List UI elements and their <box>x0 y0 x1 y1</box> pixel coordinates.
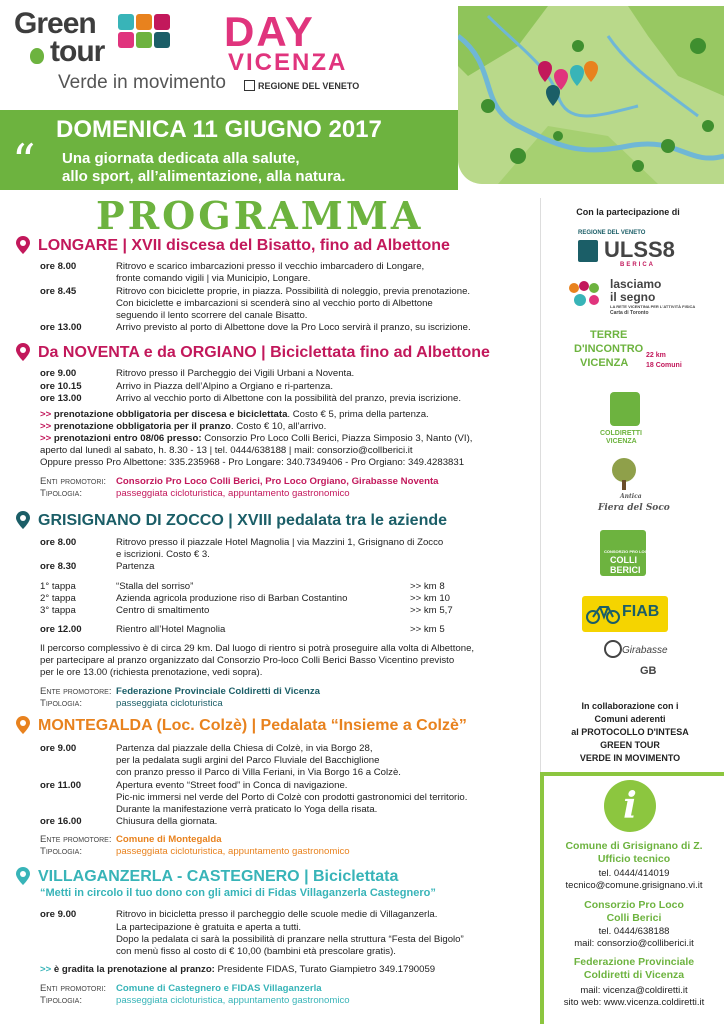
tappa-label: 2° tappa <box>40 593 76 604</box>
ulss-regione: REGIONE DEL VENETO <box>578 230 646 236</box>
contact-title: Colli Berici <box>606 912 662 924</box>
section-subtitle-villaganzerla: “Metti in circolo il tuo dono con gli amici di Fidas Villaganzerla Castegnero” <box>40 887 436 899</box>
contact-title: Ufficio tecnico <box>597 853 671 865</box>
walk-icon <box>136 14 152 30</box>
handprint-icon <box>566 280 606 310</box>
tipologia-label: Tipologia: <box>40 698 82 709</box>
ulss-logo: ULSS8 <box>604 237 675 262</box>
schedule-text: Ritrovo presso il Parcheggio dei Vigili Urbani a Noventa. <box>116 368 355 379</box>
schedule-text: e iscrizioni. Costo € 3. <box>116 549 210 560</box>
tappa-km: >> km 10 <box>410 593 450 604</box>
schedule-text: Partenza dal piazzale della Chiesa di Colzè, in via Borgo 28, <box>116 743 373 754</box>
section-title-noventa: Da NOVENTA e da ORGIANO | Biciclettata fino ad Albettone <box>38 344 490 361</box>
time-label: ore 9.00 <box>40 743 77 754</box>
colli-logo-2: COLLI <box>610 555 637 565</box>
booking-note: >> prenotazioni entro 08/06 presso: Consorzio Pro Loco Colli Berici, Piazza Simposio 3, Nanto (VI), <box>40 433 473 444</box>
bike-icon <box>118 14 134 30</box>
time-label: ore 13.00 <box>40 393 82 404</box>
schedule-text: Con biciclette e imbarcazioni si scenderà sino al vecchio porto di Albettone <box>116 298 433 309</box>
section-title-grisignano: GRISIGNANO DI ZOCCO | XVIII pedalata tra le aziende <box>38 512 448 529</box>
schedule-text: seguendo il lento scorrere del canale Bisatto. <box>116 310 308 321</box>
apple-icon <box>30 48 44 64</box>
event-subtitle-1: Una giornata dedicata alla salute, <box>62 150 300 167</box>
collaborazione-text <box>560 700 700 765</box>
location-pin-icon <box>16 511 30 529</box>
fiera-logo-2: Fiera del Soco <box>598 503 670 513</box>
regione-logo: REGIONE DEL VENETO <box>258 81 360 91</box>
time-label: ore 8.00 <box>40 537 77 548</box>
lasciamo-logo-4: Carta di Toronto <box>610 310 649 316</box>
schedule-text: Ritrovo con biciclette proprie, in piazza. Possibilità di noleggio, previa prenotazione. <box>116 286 471 297</box>
terre-km: 22 km <box>646 352 666 359</box>
schedule-text: con pranzo presso il Parco di Villa Feriani, in Via Borgo 16 a Colzè. <box>116 767 401 778</box>
tipologia-label: Tipologia: <box>40 995 82 1006</box>
route-note: Il percorso complessivo è di circa 29 km. Dal luogo di rientro si potrà proseguire alla volta di Albettone, <box>40 643 475 654</box>
brand-green: Green <box>14 7 96 40</box>
schedule-text: Dopo la pedalata ci sarà la possibilità di pranzare nella struttura “Festa del Bigolo” <box>116 934 464 945</box>
tappa-label: ore 12.00 <box>40 624 82 635</box>
contact-email[interactable]: mail: consorzio@colliberici.it <box>574 938 694 949</box>
terre-comuni: 18 Comuni <box>646 362 682 369</box>
tappa-km: >> km 5,7 <box>410 605 453 616</box>
schedule-text: Ritrovo presso il piazzale Hotel Magnolia | via Mazzini 1, Grisignano di Zocco <box>116 537 444 548</box>
colli-logo-3: BERICI <box>610 565 641 575</box>
coldiretti-logo-2: VICENZA <box>606 438 637 445</box>
terre-logo-2: D'INCONTRO <box>574 343 644 355</box>
contact-phone: tel. 0444/414019 <box>598 868 670 879</box>
fiera-logo-1: Antica <box>620 493 642 500</box>
contact-website[interactable]: sito web: www.vicenza.coldiretti.it <box>563 997 705 1008</box>
promotori-value: Consorzio Pro Loco Colli Berici, Pro Loco Orgiano, Girabasse Noventa <box>116 476 439 487</box>
booking-note: >> prenotazione obbligatoria per discesa e biciclettata. Costo € 5, prima della partenza. <box>40 409 429 420</box>
route-note: per partecipare al pranzo organizzato dal Consorzio Pro-loco Colli Berici Basso Vicentino previsto <box>40 655 455 666</box>
schedule-text: per la pedalata sugli argini del Parco Fluviale del Bacchiglione <box>116 755 380 766</box>
contact-title: Coldiretti di Vicenza <box>583 969 685 981</box>
lasciamo-logo-1: lasciamo <box>610 277 662 291</box>
contact-email[interactable]: tecnico@comune.grisignano.vi.it <box>565 880 703 891</box>
time-label: ore 9.00 <box>40 909 77 920</box>
tappa-label: 1° tappa <box>40 581 76 592</box>
girabasse-wheel-icon <box>604 640 622 658</box>
schedule-text: La partecipazione è gratuita e aperta a tutti. <box>116 922 302 933</box>
contact-title: Comune di Grisignano di Z. <box>565 840 703 852</box>
location-pin-icon <box>16 343 30 361</box>
section-title-longare: LONGARE | XVII discesa del Bisatto, fino ad Albettone <box>38 237 450 254</box>
colli-logo-1: CONSORZIO PRO LOCO <box>604 549 651 554</box>
schedule-text: Chiusura della giornata. <box>116 816 218 827</box>
kayak-icon <box>154 32 170 48</box>
coldiretti-logo-1: COLDIRETTI <box>600 430 642 437</box>
tipologia-label: Tipologia: <box>40 488 82 499</box>
booking-note: Oppure presso Pro Albettone: 335.235968 - Pro Longare: 340.7349406 - Pro Orgiano: 349.4283831 <box>40 457 465 468</box>
coldiretti-logo-icon <box>610 392 640 426</box>
time-label: ore 13.00 <box>40 322 82 333</box>
schedule-text: Pic-nic immersi nel verde del Porto di Colzè con prodotti gastronomici del territorio. <box>116 792 468 803</box>
promotori-value: Comune di Montegalda <box>116 834 222 845</box>
schedule-text: fronte comando vigili | via Municipio, Longare. <box>116 273 311 284</box>
promotori-label: Ente promotore: <box>40 834 112 845</box>
promotori-label: Enti promotori: <box>40 476 107 487</box>
right-divider <box>540 198 541 772</box>
time-label: ore 8.45 <box>40 286 77 297</box>
bicycle-icon <box>586 602 620 624</box>
tappa-desc: Rientro all’Hotel Magnolia <box>116 624 226 635</box>
tipologia-label: Tipologia: <box>40 846 82 857</box>
girabasse-gb: GB <box>640 665 657 677</box>
tree-icon <box>612 458 636 482</box>
section-title-montegalda: MONTEGALDA (Loc. Colzè) | Pedalata “Insieme a Colzè” <box>38 717 467 734</box>
ulss-crest-icon <box>578 240 598 262</box>
tipologia-value: passeggiata cicloturistica, appuntamento gastronomico <box>116 846 350 857</box>
booking-note: >> è gradita la prenotazione al pranzo: Presidente FIDAS, Turato Giampietro 349.1790059 <box>40 964 436 975</box>
collab-line: GREEN TOUR <box>600 740 660 750</box>
time-label: ore 11.00 <box>40 780 82 791</box>
event-city: VICENZA <box>228 49 348 76</box>
ulss-sub: BERICA <box>620 262 656 268</box>
event-day: DAY <box>224 8 315 55</box>
tree-trunk-icon <box>622 480 626 490</box>
schedule-text: Arrivo previsto al porto di Albettone dove la Pro Loco servirà il pranzo, su iscrizione. <box>116 322 471 333</box>
section-title-villaganzerla: VILLAGANZERLA - CASTEGNERO | Biciclettata <box>38 868 399 885</box>
lasciamo-logo-2: il segno <box>610 290 656 304</box>
tappa-desc: “Stalla del sorriso” <box>116 581 194 592</box>
tappa-desc: Azienda agricola produzione riso di Barban Costantino <box>116 593 348 604</box>
collab-line: Comuni aderenti <box>594 714 666 724</box>
location-pin-icon <box>16 716 30 734</box>
tappa-km: >> km 8 <box>410 581 445 592</box>
regione-crest-icon <box>244 80 255 91</box>
event-subtitle-2: allo sport, all’alimentazione, alla natura. <box>62 168 346 185</box>
map-illustration <box>458 6 724 184</box>
location-pin-icon <box>16 867 30 885</box>
route-note: per le ore 13.00 (richiesta prenotazione, vedi sopra). <box>40 667 263 678</box>
girabasse-logo: Girabasse <box>622 645 668 656</box>
collab-line: al PROTOCOLLO D'INTESA <box>571 727 689 737</box>
terre-logo-1: TERRE <box>590 329 628 341</box>
schedule-text: Ritrovo e scarico imbarcazioni presso il vecchio imbarcadero di Longare, <box>116 261 425 272</box>
run-icon <box>136 32 152 48</box>
tappa-km: >> km 5 <box>410 624 445 635</box>
collab-line: VERDE IN MOVIMENTO <box>579 753 681 763</box>
tipologia-value: passeggiata cicloturistica, appuntamento gastronomico <box>116 488 350 499</box>
fiab-logo: FIAB <box>622 603 660 620</box>
contact-title: Federazione Provinciale <box>573 956 695 968</box>
schedule-text: con menù fisso al costo di € 10,00 (bambini età prescolare gratis). <box>116 946 396 957</box>
tappa-desc: Centro di smaltimento <box>116 605 210 616</box>
terre-logo-3: VICENZA <box>580 357 629 369</box>
schedule-text: Durante la manifestazione verrà praticato lo Yoga della risata. <box>116 804 378 815</box>
tipologia-value: passeggiata cicloturistica <box>116 698 223 709</box>
horse-icon <box>154 14 170 30</box>
schedule-text: Arrivo in Piazza dell’Alpino a Orgiano e ri-partenza. <box>116 381 334 392</box>
info-icon-letter: i <box>623 785 637 827</box>
programma-heading: PROGRAMMA <box>96 193 424 238</box>
schedule-text: Partenza <box>116 561 155 572</box>
contact-title: Consorzio Pro Loco <box>584 899 684 911</box>
hike-icon <box>118 32 134 48</box>
time-label: ore 8.00 <box>40 261 77 272</box>
time-label: ore 9.00 <box>40 368 77 379</box>
location-pin-icon <box>16 236 30 254</box>
time-label: ore 10.15 <box>40 381 82 392</box>
lasciamo-logo-3: LA RETE VICENTINA PER L'ATTIVITÀ FISICA <box>610 304 696 309</box>
tipologia-value: passeggiata cicloturistica, appuntamento gastronomico <box>116 995 350 1006</box>
partecipazione-heading: Con la partecipazione di <box>576 207 680 217</box>
contact-phone: tel. 0444/638188 <box>598 926 670 937</box>
schedule-text: Arrivo al vecchio porto di Albettone con la possibilità del pranzo, previa iscrizione. <box>116 393 462 404</box>
time-label: ore 16.00 <box>40 816 82 827</box>
time-label: ore 8.30 <box>40 561 77 572</box>
promotori-label: Ente promotore: <box>40 686 112 697</box>
schedule-text: Apertura evento “Street food” in Conca di navigazione. <box>116 780 348 791</box>
quote-mark: “ <box>12 134 36 188</box>
schedule-text: Ritrovo in bicicletta presso il parcheggio delle scuole medie di Villaganzerla. <box>116 909 438 920</box>
promotori-value: Comune di Castegnero e FIDAS Villaganzerla <box>116 983 322 994</box>
brand-tagline: Verde in movimento <box>58 72 226 93</box>
event-date: DOMENICA 11 GIUGNO 2017 <box>56 116 382 143</box>
contact-email[interactable]: mail: vicenza@coldiretti.it <box>580 985 688 996</box>
promotori-value: Federazione Provinciale Coldiretti di Vicenza <box>116 686 321 697</box>
promotori-label: Enti promotori: <box>40 983 107 994</box>
collab-line: In collaborazione con i <box>581 701 679 711</box>
brand-tour: tour <box>50 35 105 68</box>
tappa-label: 3° tappa <box>40 605 76 616</box>
booking-note: aperto dal lunedì al sabato, h. 8.30 - 13 | tel. 0444/638188 | mail: consorzio@collberici.it <box>40 445 413 456</box>
booking-note: >> prenotazione obbligatoria per il pranzo. Costo € 10, all’arrivo. <box>40 421 327 432</box>
